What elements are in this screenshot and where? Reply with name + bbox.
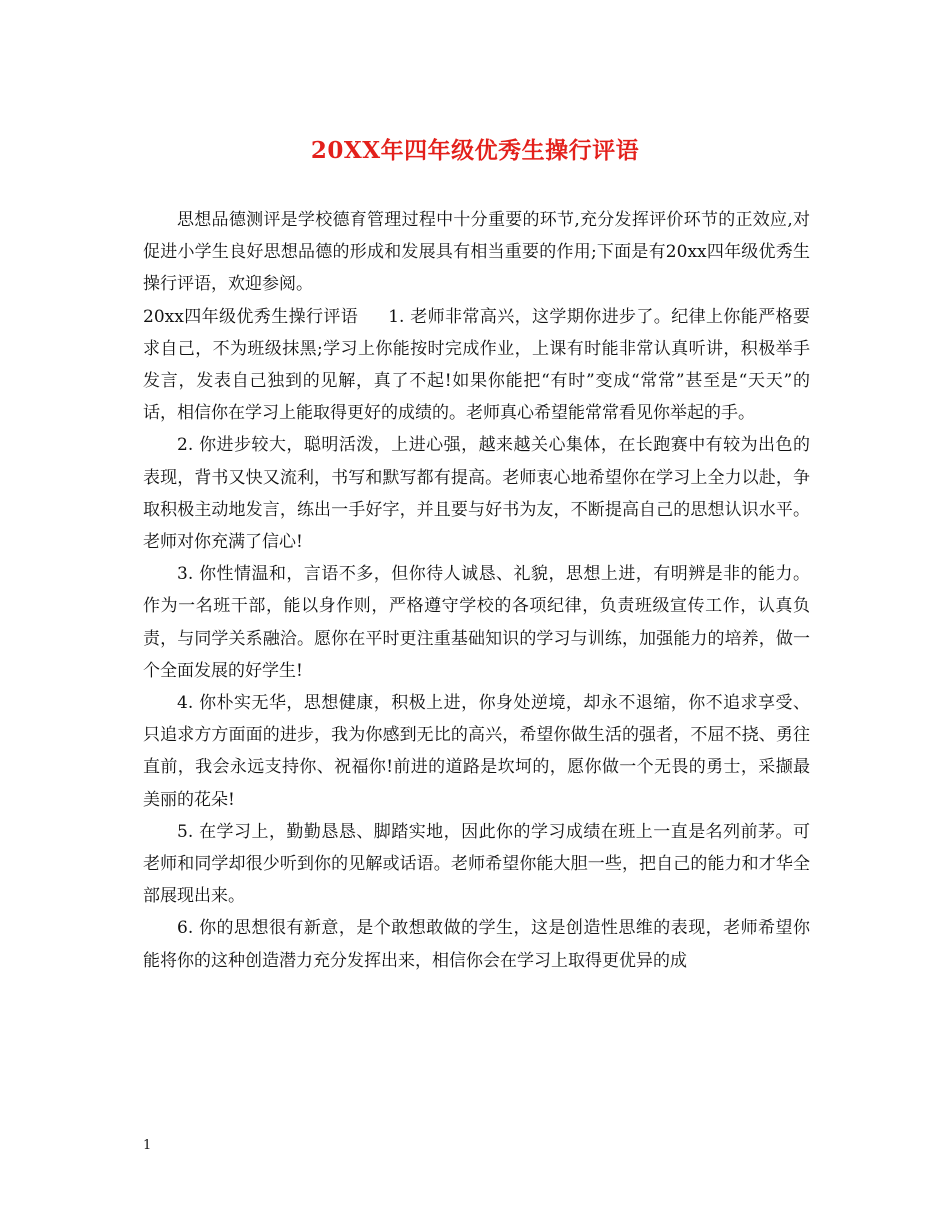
item-2: 2. 你进步较大，聪明活泼，上进心强，越来越关心集体，在长跑赛中有较为出色的表现，背书又快又流利，书写和默写都有提高。老师衷心地希望你在学习上全力以赴，争取积极主动地发言，练出一手好字，并且要与好书为友，不断提高自己的思想认识水平。老师对你充满了信心! xyxy=(143,435,810,553)
document-title: 20XX年四年级优秀生操行评语 xyxy=(310,137,640,164)
document-body xyxy=(143,204,810,977)
first-item-paragraph xyxy=(143,301,810,430)
item-3: 3. 你性情温和，言语不多，但你待人诚恳、礼貌，思想上进，有明辨是非的能力。作为一名班干部，能以身作则，严格遵守学校的各项纪律，负责班级宣传工作，认真负责，与同学关系融洽。愿你在平时更注重基础知识的学习与训练，加强能力的培养，做一个全面发展的好学生! xyxy=(143,564,810,681)
item-5: 5. 在学习上，勤勤恳恳、脚踏实地，因此你的学习成绩在班上一直是名列前茅。可老师和同学却很少听到你的见解或话语。老师希望你能大胆一些，把自己的能力和才华全部展现出来。 xyxy=(143,821,810,907)
page-number: 1 xyxy=(143,1138,152,1153)
intro-paragraph: 思想品德测评是学校德育管理过程中十分重要的环节,充分发挥评价环节的正效应,对促进小学生良好思想品德的形成和发展具有相当重要的作用;下面是有20xx四年级优秀生操行评语，欢迎参阅。 xyxy=(143,210,810,295)
item-4: 4. 你朴实无华，思想健康，积极上进，你身处逆境，却永不退缩，你不追求享受、只追求方方面面的进步，我为你感到无比的高兴，希望你做生活的强者，不屈不挠、勇往直前，我会永远支持你、祝福你!前进的道路是坎坷的，愿你做一个无畏的勇士，采撷最美丽的花朵! xyxy=(143,693,810,810)
section-heading: 20xx四年级优秀生操行评语 xyxy=(143,306,359,327)
item-6: 6. 你的思想很有新意，是个敢想敢做的学生，这是创造性思维的表现，老师希望你能将你的这种创造潜力充分发挥出来，相信你会在学习上取得更优异的成 xyxy=(143,918,810,971)
item-1: 1. 老师非常高兴，这学期你进步了。纪律上你能严格要求自己，不为班级抹黑;学习上你能按时完成作业，上课有时能非常认真听讲，积极举手发言，发表自己独到的见解，真了不起!如果你能把“有时”变成“常常”甚至是“天天”的话，相信你在学习上能取得更好的成绩的。老师真心希望能常常看见你举起的手。 xyxy=(143,306,811,424)
